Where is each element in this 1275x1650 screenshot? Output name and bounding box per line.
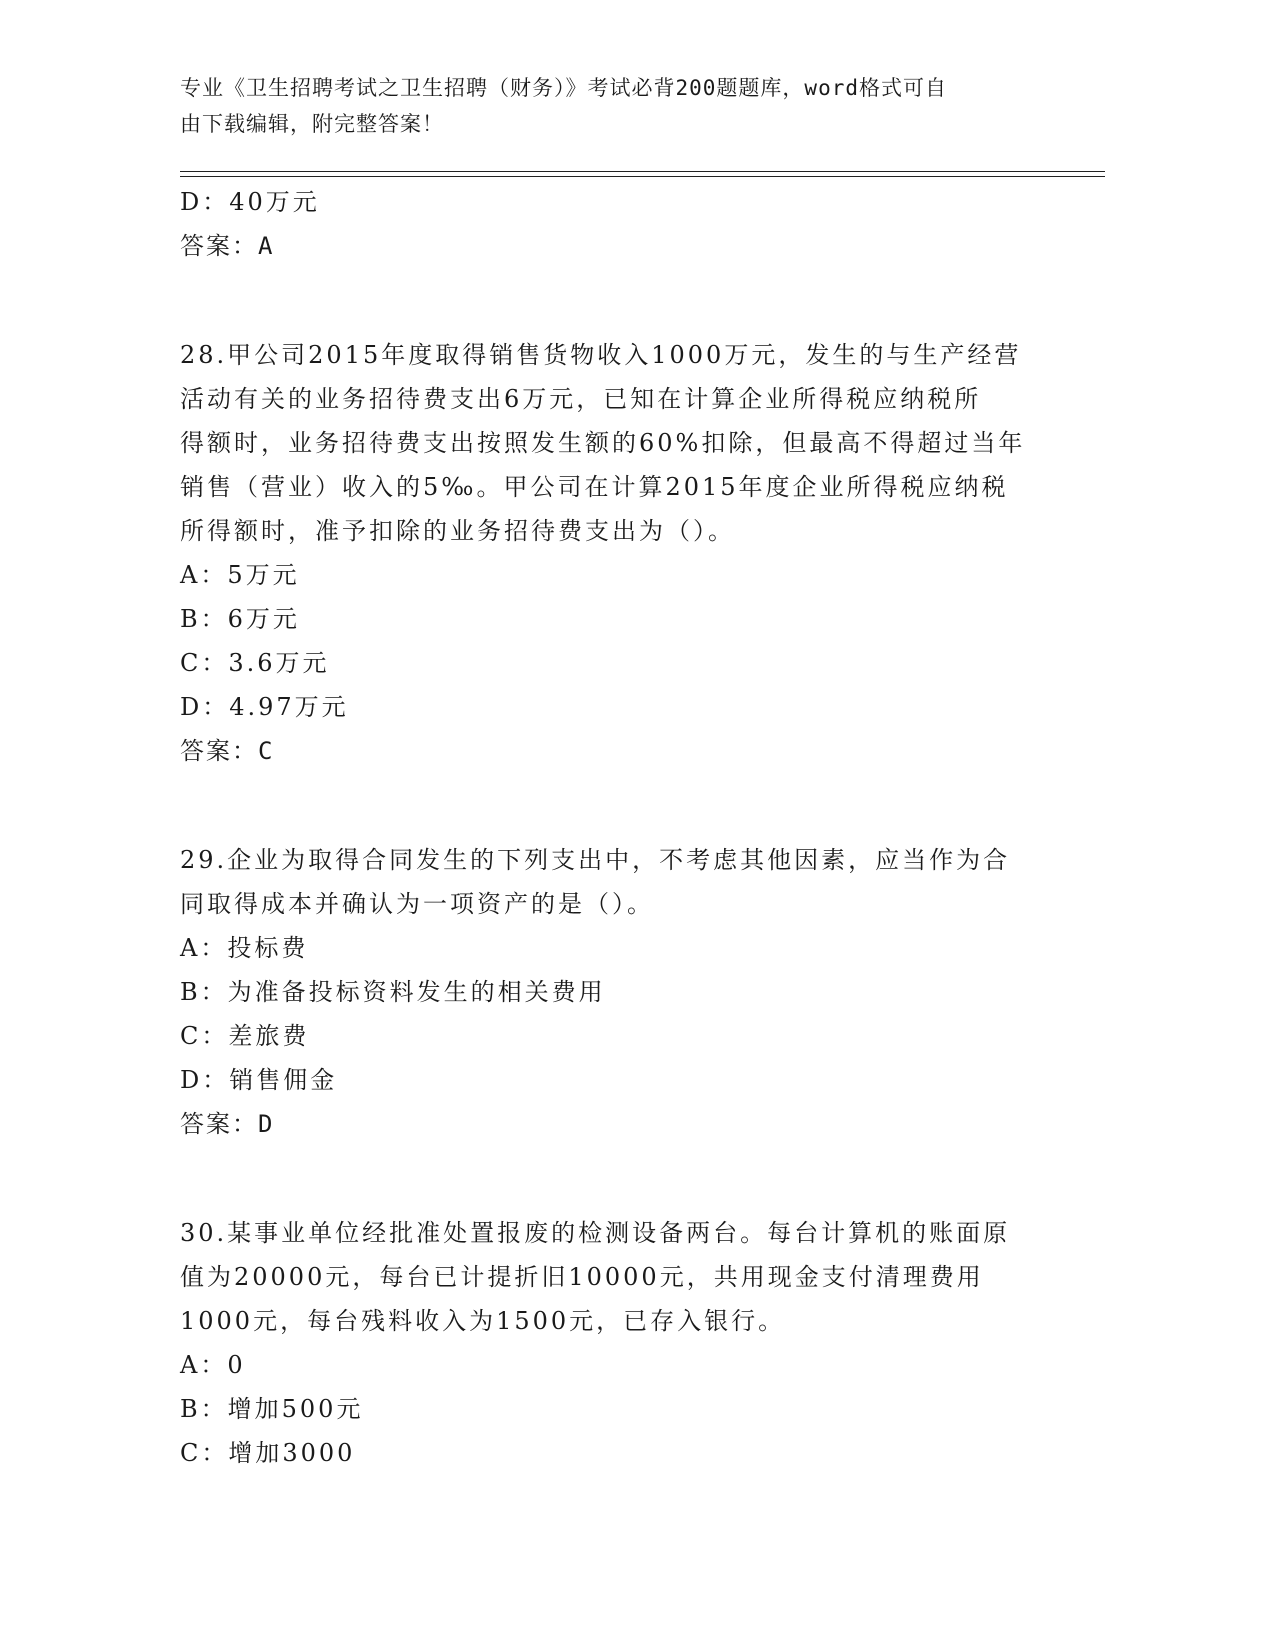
q28-option-c: C：3.6万元 (180, 649, 330, 677)
q28-answer: 答案：C (180, 737, 275, 765)
prev-option-d: D：40万元 (180, 188, 320, 216)
q29-stem-line: 同取得成本并确认为一项资产的是（）。 (180, 890, 654, 918)
q30-option-c: C：增加3000 (180, 1439, 356, 1467)
q28-stem-line: 销售（营业）收入的5‰。甲公司在计算2015年度企业所得税应纳税 (180, 473, 1009, 501)
prev-answer: 答案：A (180, 232, 275, 260)
header-rule-bottom (180, 176, 1105, 177)
q29-option-b: B：为准备投标资料发生的相关费用 (180, 978, 606, 1006)
q28-option-a: A：5万元 (180, 561, 300, 589)
q30-option-b: B：增加500元 (180, 1395, 364, 1423)
question-28 (180, 333, 1060, 773)
q28-stem-line: 得额时，业务招待费支出按照发生额的60%扣除，但最高不得超过当年 (180, 429, 1026, 457)
q30-option-a: A：0 (180, 1351, 246, 1379)
q28-option-b: B：6万元 (180, 605, 300, 633)
q29-answer: 答案：D (180, 1110, 275, 1138)
q30-stem-line: 1000元，每台残料收入为1500元，已存入银行。 (180, 1307, 786, 1335)
q28-stem-line: 活动有关的业务招待费支出6万元，已知在计算企业所得税应纳税所 (180, 385, 982, 413)
document-body (180, 180, 1060, 1475)
q29-option-d: D：销售佣金 (180, 1066, 338, 1094)
page-header (180, 70, 1040, 142)
q29-stem-line: 29.企业为取得合同发生的下列支出中，不考虑其他因素，应当作为合 (180, 846, 1011, 874)
q28-option-d: D：4.97万元 (180, 693, 349, 721)
q30-stem-line: 值为20000元，每台已计提折旧10000元，共用现金支付清理费用 (180, 1263, 984, 1291)
question-29 (180, 838, 1060, 1146)
question-30 (180, 1211, 1060, 1475)
q30-stem-line: 30.某事业单位经批准处置报废的检测设备两台。每台计算机的账面原 (180, 1219, 1011, 1247)
q28-stem-line: 所得额时，准予扣除的业务招待费支出为（）。 (180, 517, 735, 545)
header-rule-top (180, 171, 1105, 172)
header-line-2: 由下载编辑，附完整答案！ (180, 112, 444, 136)
header-line-1: 专业《卫生招聘考试之卫生招聘（财务）》考试必背200题题库，word格式可自 (180, 76, 947, 100)
q29-option-a: A：投标费 (180, 934, 309, 962)
q28-stem-line: 28.甲公司2015年度取得销售货物收入1000万元，发生的与生产经营 (180, 341, 1022, 369)
q29-option-c: C：差旅费 (180, 1022, 310, 1050)
